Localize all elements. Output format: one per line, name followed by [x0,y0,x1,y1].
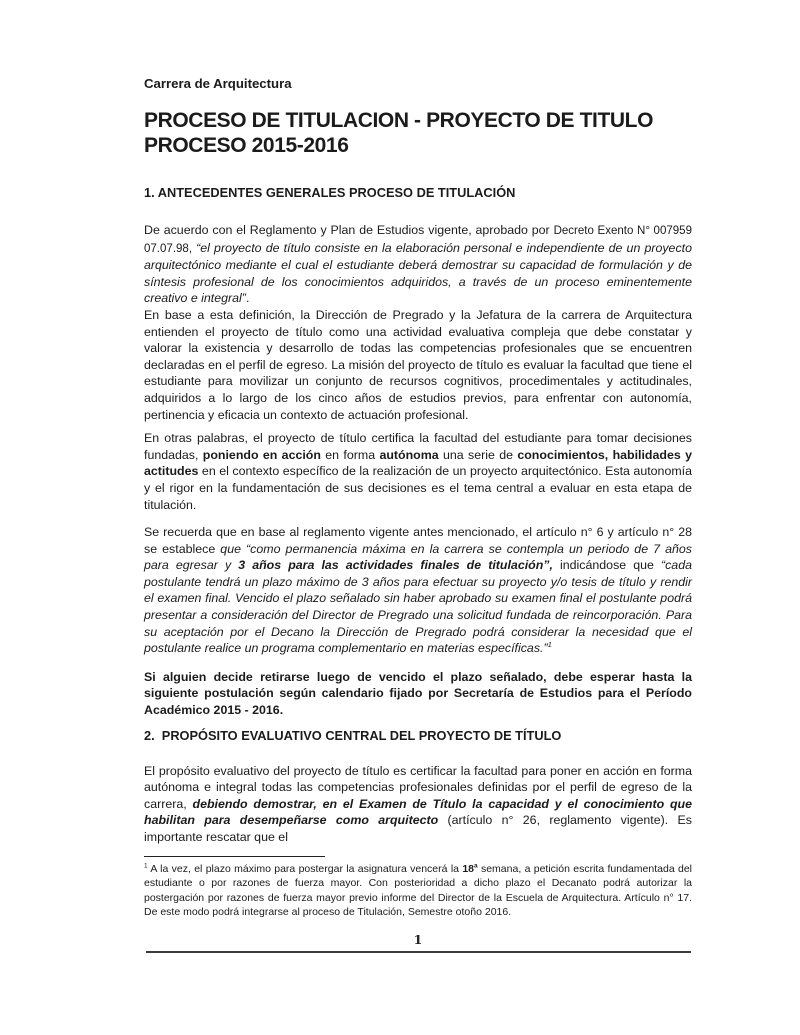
text-run: a [474,862,478,870]
page-content [144,0,692,920]
text-run: una serie de [438,447,518,462]
text-run: (artículo n° 26, reglamento vigente). Es importante rescatar que el [144,813,692,844]
text-run: conocimientos, habilidades y actitudes [144,447,692,479]
paragraph [144,430,692,513]
text-run: autónoma [379,447,439,462]
paragraph [144,669,692,719]
text-run: A la vez, el plazo máximo para postergar la asignatura vencerá la [147,862,463,875]
text-run: . [245,291,250,306]
content-blocks [144,184,692,920]
text-run: debiendo demostrar, en el Examen de Título la capacidad y el conocimiento que habilitan para desempeñarse como arquitecto [144,796,692,828]
text-run: De acuerdo con el Reglamento y Plan de Estudios vigente, aprobado por [144,223,554,237]
footer-rule [146,951,691,953]
footnote-text [144,862,692,920]
text-run: indicándose que [552,558,661,573]
text-run: que “como permanencia máxima en la carrera se contempla un periodo de 7 años para egresar y [144,541,693,573]
text-run: poniendo en acción [202,447,321,462]
text-run: 3 años para las actividades finales de titulación”, [238,558,553,573]
footnote-separator [144,856,325,857]
text-run: En otras palabras, el proyecto de título certifica la facultad del estudiante para tomar decisiones fundadas, [144,431,692,462]
text-run: En base a esta definición, la Dirección de Pregrado y la Jefatura de la carrera de Arquitectura entienden el proyecto de título como una actividad evaluativa compleja que debe constatar y valorar la existencia y desarrollo de todas las competencias profesionales que se encuentren declaradas en el perfil de egreso. La misión del proyecto de título es evaluar la facultad que tiene el estudiante para movilizar un conjunto de recursos cognitivos, procedimentales y actitudinales, adquiridos a lo largo de los cinco años de estudios previos, para enfrentar con autonomía, pertinencia y eficacia un contexto de actuación profesional. [144,307,692,422]
text-run: semana, a petición escrita fundamentada del estudiante o por razones de fuerza mayor. Con posterioridad a dicho plazo el Decanato podrá autorizar la postergación por razones de fuerza mayor previo informe del Director de la Escuela de Arquitectura. Artículo n° 17. De este modo podrá integrarse al proceso de Titulación, Semestre otoño 2016. [144,862,692,919]
document-kicker: Carrera de Arquitectura [144,76,292,91]
page-number: 1 [413,932,423,947]
text-run: 1 [144,862,148,870]
text-run: Se recuerda que en base al reglamento vigente antes mencionado, el artículo n° 6 y artículo n° 28 se establece [144,525,692,556]
text-run: en forma [320,447,380,462]
paragraph [144,763,692,846]
document-title-line1: PROCESO DE TITULACION - PROYECTO DE TITULO [144,109,654,132]
text-run: 1 [547,640,552,650]
text-run: “cada postulante tendrá un plazo máximo de 3 años para efectuar su proyecto y/o tesis de título y rendir el examen final. Vencido el plazo señalado sin haber aprobado su examen final el postulante podrá presentar a consideración del Director de Pregrado una solicitud fundada de reincorporación. Para su aceptación por el Decano la Dirección de Pregrado podrá considerar la necesidad que el postulante realice un programa complementario en materias específicas.” [144,558,692,656]
text-run: “el proyecto de título consiste en la elaboración personal e independiente de un proyecto arquitectónico mediante el cual el estudiante deberá demostrar su capacidad de formulación y de síntesis profesional de los conocimientos adquiridos, a través de un proceso eminentemente creativo e integral” [144,240,692,306]
text-run: en el contexto específico de la realización de un proyecto arquitectónico. Esta autonomía y el rigor en la fundamentación de sus decisiones es el tema central a evaluar en esta etapa de titulación. [144,464,692,512]
text-run: 18 [462,862,475,875]
paragraph [144,222,692,423]
text-run: Decreto Exento N° 007959 07.07.98, [144,225,692,255]
section-heading: 1. ANTECEDENTES GENERALES PROCESO DE TITULACIÓN [144,185,516,200]
section-heading: 2. PROPÓSITO EVALUATIVO CENTRAL DEL PROYECTO DE TÍTULO [144,727,562,743]
document-title [144,108,692,158]
paragraph [144,524,692,657]
document-title-line2: PROCESO 2015-2016 [144,134,349,157]
text-run: Si alguien decide retirarse luego de vencido el plazo señalado, debe esperar hasta la siguiente postulación según calendario fijado por Secretaría de Estudios para el Período Académico 2015 - 2016. [144,669,692,718]
text-run: El propósito evaluativo del proyecto de título es certificar la facultad para poner en acción en forma autónoma e integral todas las competencias profesionales definidas por el perfil de egreso de la carrera, [144,763,692,811]
